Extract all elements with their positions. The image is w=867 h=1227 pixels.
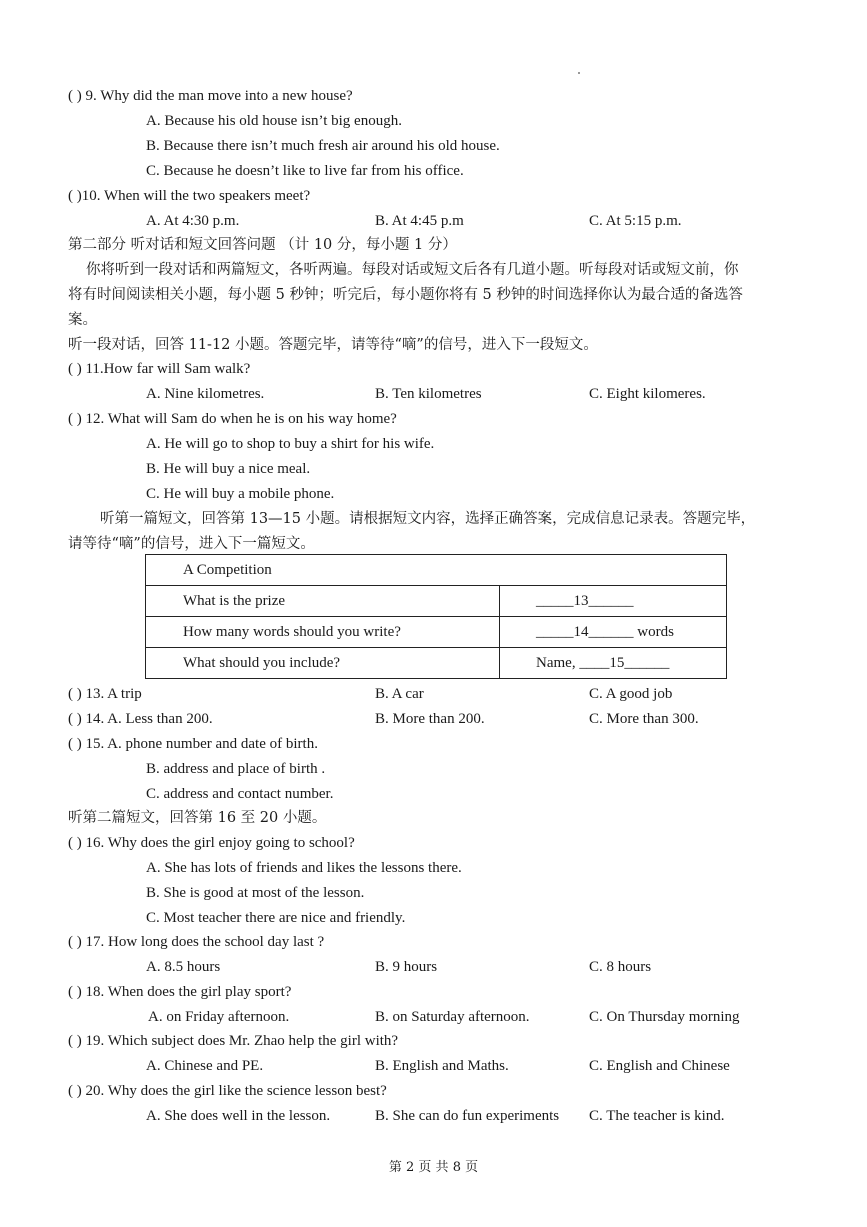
scan-speck [578, 72, 580, 74]
question-10-stem: ( )10. When will the two speakers meet? [68, 188, 311, 204]
question-11-option-a: A. Nine kilometres. [146, 386, 265, 402]
question-9-option-b: B. Because there isn’t much fresh air around his old house. [146, 138, 500, 154]
question-17-option-c: C. 8 hours [589, 959, 652, 975]
question-12-stem: ( ) 12. What will Sam do when he is on his way home? [68, 411, 397, 427]
question-18-option-a: A. on Friday afternoon. [148, 1009, 290, 1025]
question-16-option-a: A. She has lots of friends and likes the lessons there. [146, 860, 462, 876]
question-20-stem: ( ) 20. Why does the girl like the science lesson best? [68, 1083, 387, 1099]
part-2-title: 第二部分 听对话和短文回答问题 （计 10 分，每小题 1 分） [68, 237, 457, 253]
question-14-option-b: B. More than 200. [375, 711, 485, 727]
question-16-option-b: B. She is good at most of the lesson. [146, 885, 365, 901]
question-18-option-c: C. On Thursday morning [589, 1009, 740, 1025]
question-19-stem: ( ) 19. Which subject does Mr. Zhao help the girl with? [68, 1033, 399, 1049]
question-18-stem: ( ) 18. When does the girl play sport? [68, 984, 292, 1000]
question-9-option-a: A. Because his old house isn’t big enough. [146, 113, 402, 129]
table-row [146, 648, 727, 679]
table-row [146, 586, 727, 617]
question-20-option-a: A. She does well in the lesson. [146, 1108, 331, 1124]
question-10-option-c: C. At 5:15 p.m. [589, 213, 682, 229]
question-17-option-a: A. 8.5 hours [146, 959, 221, 975]
part-2-intro-line-2: 将有时间阅读相关小题，每小题 5 秒钟；听完后，每小题你将有 5 秒钟的时间选择你认为最合适的备选答 [68, 287, 743, 303]
question-18-option-b: B. on Saturday afternoon. [375, 1009, 530, 1025]
passage-1-instructions-line-1: 听第一篇短文，回答第 13—15 小题。请根据短文内容，选择正确答案，完成信息记录表。答题完毕， [100, 511, 756, 527]
question-19-option-a: A. Chinese and PE. [146, 1058, 264, 1074]
table-row-label: What should you include? [146, 648, 500, 679]
table-row [146, 617, 727, 648]
table-row-answer-blank: _____13______ [500, 586, 727, 617]
question-19-option-b: B. English and Maths. [375, 1058, 509, 1074]
passage-1-instructions-line-2: 请等待“嘀”的信号，进入下一篇短文。 [68, 536, 315, 552]
part-2-intro-line-3: 案。 [68, 312, 97, 328]
page-number-footer: 第 2 页 共 8 页 [388, 1160, 479, 1175]
question-15-stem: ( ) 15. A. phone number and date of birth. [68, 736, 318, 752]
question-9-stem: ( ) 9. Why did the man move into a new house? [68, 88, 353, 104]
question-12-option-b: B. He will buy a nice meal. [146, 461, 311, 477]
dialog-instructions: 听一段对话，回答 11-12 小题。答题完毕，请等待“嘀”的信号，进入下一段短文。 [68, 337, 598, 353]
question-13-option-b: B. A car [375, 686, 424, 702]
question-17-stem: ( ) 17. How long does the school day last ? [68, 934, 325, 950]
question-11-option-b: B. Ten kilometres [375, 386, 482, 402]
passage-2-instructions: 听第二篇短文，回答第 16 至 20 小题。 [68, 810, 327, 826]
question-12-option-c: C. He will buy a mobile phone. [146, 486, 335, 502]
question-20-option-c: C. The teacher is kind. [589, 1108, 725, 1124]
table-row-label: How many words should you write? [146, 617, 500, 648]
question-16-option-c: C. Most teacher there are nice and friendly. [146, 910, 406, 926]
question-17-option-b: B. 9 hours [375, 959, 438, 975]
table-row-label: What is the prize [146, 586, 500, 617]
question-15-option-c: C. address and contact number. [146, 786, 334, 802]
question-15-option-b: B. address and place of birth . [146, 761, 326, 777]
question-10-option-b: B. At 4:45 p.m [375, 213, 464, 229]
question-13-stem: ( ) 13. A trip [68, 686, 142, 702]
table-row-answer-blank: _____14______ words [500, 617, 727, 648]
question-12-option-a: A. He will go to shop to buy a shirt for his wife. [146, 436, 435, 452]
question-9-option-c: C. Because he doesn’t like to live far from his office. [146, 163, 464, 179]
question-20-option-b: B. She can do fun experiments [375, 1108, 560, 1124]
question-14-stem: ( ) 14. A. Less than 200. [68, 711, 213, 727]
table-header: A Competition [146, 555, 727, 586]
question-11-option-c: C. Eight kilomeres. [589, 386, 706, 402]
question-16-stem: ( ) 16. Why does the girl enjoy going to school? [68, 835, 355, 851]
question-11-stem: ( ) 11.How far will Sam walk? [68, 361, 251, 377]
question-10-option-a: A. At 4:30 p.m. [146, 213, 240, 229]
part-2-intro-line-1: 你将听到一段对话和两篇短文，各听两遍。每段对话或短文后各有几道小题。听每段对话或短文前，你 [86, 262, 739, 278]
table-row-answer-blank: Name, ____15______ [500, 648, 727, 679]
question-13-option-c: C. A good job [589, 686, 673, 702]
question-19-option-c: C. English and Chinese [589, 1058, 730, 1074]
table-header-row [146, 555, 727, 586]
competition-info-table [145, 554, 727, 679]
question-14-option-c: C. More than 300. [589, 711, 699, 727]
